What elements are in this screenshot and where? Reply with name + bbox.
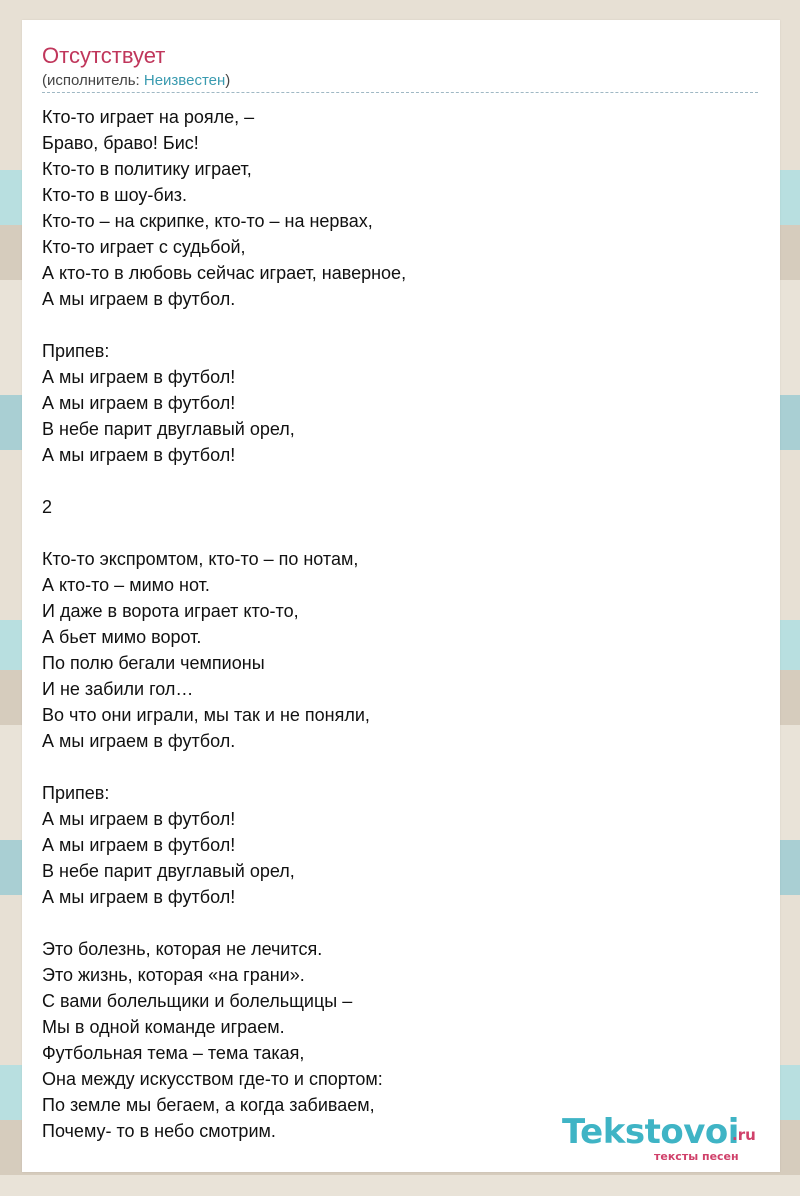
title-divider [42,92,758,93]
lyric-line: Футбольная тема – тема такая, [42,1043,305,1063]
song-title: Отсутствует [42,43,166,68]
lyric-line: А мы играем в футбол! [42,835,236,855]
lyric-line: А кто-то в любовь сейчас играет, наверное, [42,263,407,283]
lyric-line: Кто-то играет с судьбой, [42,237,246,257]
lyric-line: А кто-то – мимо нот. [42,575,210,595]
lyrics-card [22,20,780,1172]
lyric-line: В небе парит двуглавый орел, [42,419,295,439]
lyric-line: Браво, браво! Бис! [42,133,199,153]
lyric-line: Кто-то – на скрипке, кто-то – на нервах, [42,211,373,231]
lyric-line: Припев: [42,783,110,803]
lyric-line: А мы играем в футбол! [42,393,236,413]
lyric-line: А мы играем в футбол! [42,809,236,829]
lyric-line: И даже в ворота играет кто-то, [42,601,299,621]
lyric-line [42,520,742,546]
lyric-line: А мы играем в футбол. [42,289,236,309]
lyric-line: Мы в одной команде играем. [42,1017,285,1037]
lyric-line: Это болезнь, которая не лечится. [42,939,323,959]
logo-tagline: тексты песен [654,1150,739,1163]
lyric-line: А мы играем в футбол! [42,445,236,465]
lyric-line: Во что они играли, мы так и не поняли, [42,705,370,725]
lyric-line: 2 [42,497,53,517]
performer-suffix: ) [225,72,231,89]
logo-domain: .ru [732,1126,756,1144]
lyric-line: Почему- то в небо смотрим. [42,1121,276,1141]
performer-prefix: (исполнитель: [42,72,144,89]
lyric-line: Кто-то в шоу-биз. [42,185,188,205]
performer-line [42,72,230,90]
logo-wordmark: Tekstovoi [562,1112,739,1152]
lyric-line: Она между искусством где-то и спортом: [42,1069,383,1089]
lyric-line: Кто-то играет на рояле, – [42,107,255,127]
performer-link[interactable]: Неизвестен [143,72,226,89]
lyric-line: По земле мы бегаем, а когда забиваем, [42,1095,375,1115]
lyric-line: Кто-то экспромтом, кто-то – по нотам, [42,549,359,569]
lyric-line: Это жизнь, которая «на грани». [42,965,305,985]
lyric-line: А мы играем в футбол! [42,887,236,907]
lyric-line [42,312,742,338]
lyric-line: А мы играем в футбол! [42,367,236,387]
lyric-line: И не забили гол… [42,679,194,699]
lyric-line [42,910,742,936]
lyric-line: А бьет мимо ворот. [42,627,202,647]
lyric-line: В небе парит двуглавый орел, [42,861,295,881]
lyric-line: Припев: [42,341,110,361]
lyric-line [42,468,742,494]
lyric-line [42,754,742,780]
site-logo[interactable] [562,1112,772,1170]
lyric-line: Кто-то в политику играет, [42,159,252,179]
lyric-line: По полю бегали чемпионы [42,653,265,673]
lyric-line: С вами болельщики и болельщицы – [42,991,353,1011]
lyrics-text [42,104,742,1144]
lyric-line: А мы играем в футбол. [42,731,236,751]
